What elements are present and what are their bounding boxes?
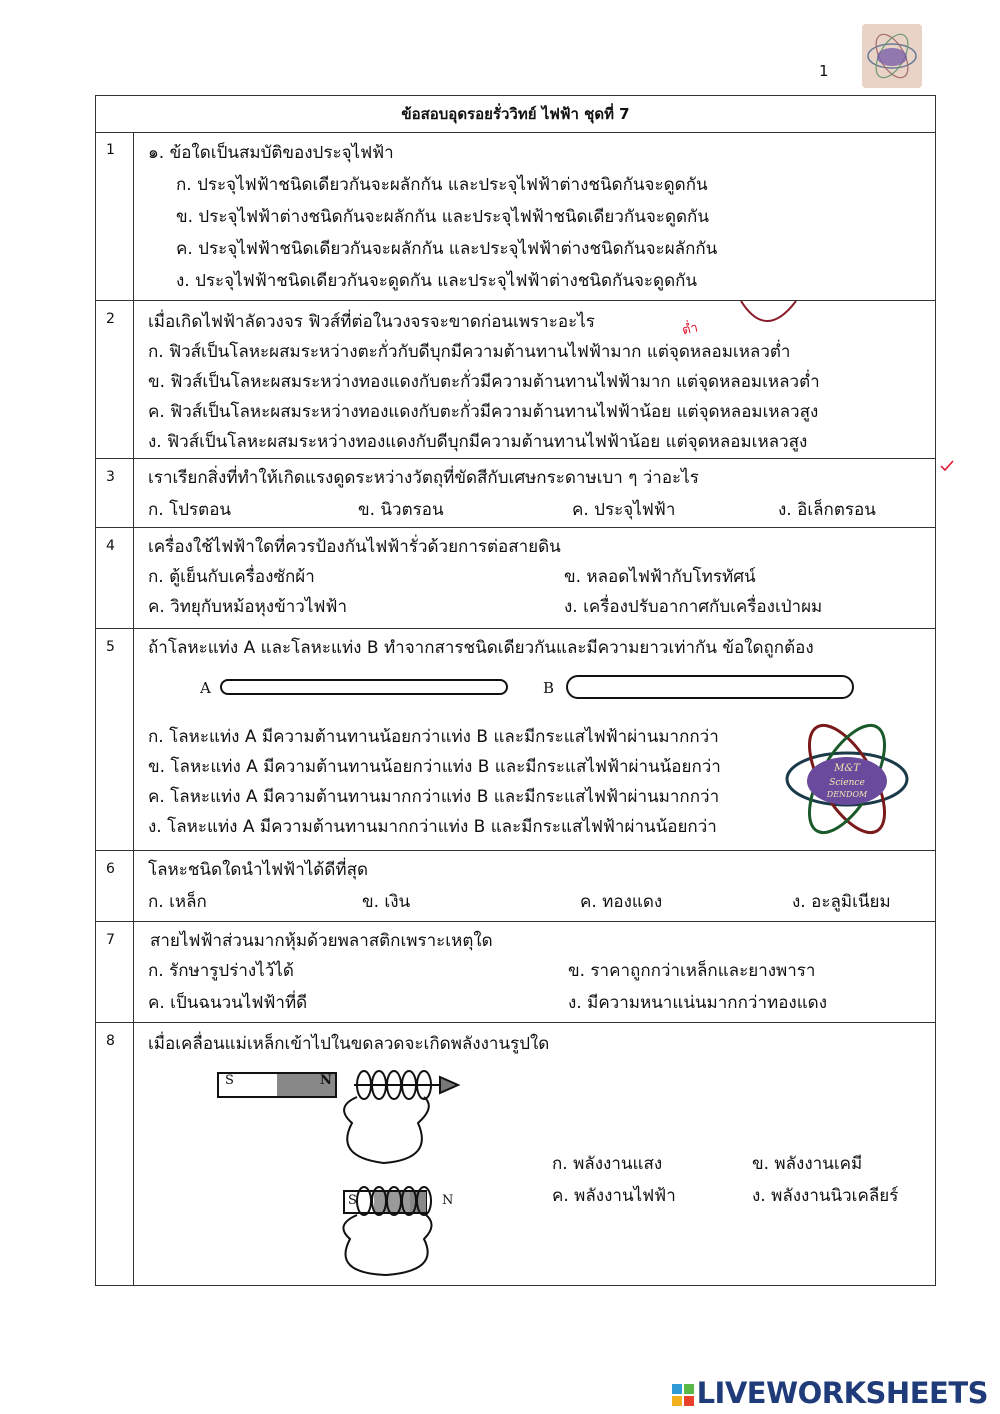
rod-b-label: B (543, 679, 555, 697)
option: ก. พลังงานแสง (552, 1154, 663, 1174)
logo-image (862, 24, 922, 88)
option: ข. นิวตรอน (358, 500, 444, 520)
handwritten-annotation: ต่ำ (680, 320, 700, 339)
logo-text: Science (829, 778, 865, 788)
exam-table (95, 95, 936, 1286)
watermark (672, 1376, 988, 1410)
option: ง. อะลูมิเนียม (792, 892, 891, 912)
question-text: เมื่อเคลื่อนแม่เหล็กเข้าไปในขดลวดจะเกิดพลังงานรูปใด (148, 1034, 550, 1054)
question-text: ถ้าโลหะแท่ง A และโลหะแท่ง B ทำจากสารชนิดเดียวกันและมีความยาวเท่ากัน ข้อใดถูกต้อง (148, 638, 814, 658)
magnet-coil-diagram (214, 1067, 464, 1277)
option: ง. โลหะแท่ง A มีความต้านทานมากกว่าแท่ง B และมีกระแสไฟฟ้าผ่านน้อยกว่า (148, 817, 717, 837)
option: ก. โลหะแท่ง A มีความต้านทานน้อยกว่าแท่ง B และมีกระแสไฟฟ้าผ่านมากกว่า (148, 727, 719, 747)
question-row (96, 629, 935, 851)
question-row (96, 851, 935, 922)
option: ข. ฟิวส์เป็นโลหะผสมระหว่างทองแดงกับตะกั่วมีความต้านทานไฟฟ้ามาก แต่จุดหลอมเหลวต่ำ (148, 372, 820, 392)
question-number: 6 (106, 861, 115, 877)
check-mark-icon (940, 460, 954, 472)
option: ง. พลังงานนิวเคลียร์ (752, 1186, 899, 1206)
option: ข. หลอดไฟฟ้ากับโทรทัศน์ (564, 567, 756, 587)
science-logo (780, 713, 914, 845)
decorative-curve (736, 301, 816, 331)
question-number: 4 (106, 538, 115, 554)
option: ง. มีความหนาแน่นมากกว่าทองแดง (568, 993, 828, 1013)
option: ก. ประจุไฟฟ้าชนิดเดียวกันจะผลักกัน และประจุไฟฟ้าต่างชนิดกันจะดูดกัน (176, 175, 708, 195)
option: ง. อิเล็กตรอน (778, 500, 876, 520)
question-row (96, 1023, 935, 1286)
option: ค. ประจุไฟฟ้า (572, 500, 676, 520)
option: ก. โปรตอน (148, 500, 232, 520)
option: ก. ฟิวส์เป็นโลหะผสมระหว่างตะกั่วกับดีบุกมีความต้านทานไฟฟ้ามาก แต่จุดหลอมเหลวต่ำ (148, 342, 791, 362)
question-number: 5 (106, 639, 115, 655)
question-row (96, 301, 935, 459)
magnet-south-label: S (348, 1193, 357, 1208)
option: ค. โลหะแท่ง A มีความต้านทานมากกว่าแท่ง B และมีกระแสไฟฟ้าผ่านมากกว่า (148, 787, 720, 807)
page-number: 1 (819, 62, 829, 80)
rod-a-label: A (200, 679, 211, 697)
option: ง. เครื่องปรับอากาศกับเครื่องเป่าผม (564, 597, 823, 617)
question-row (96, 922, 935, 1023)
option: ข. พลังงานเคมี (752, 1154, 863, 1174)
magnet-south-label: S (225, 1073, 234, 1088)
rod-a (220, 679, 508, 695)
rod-b (566, 675, 854, 699)
question-text: เมื่อเกิดไฟฟ้าลัดวงจร ฟิวส์ที่ต่อในวงจรจะขาดก่อนเพราะอะไร (148, 312, 595, 332)
question-number: 3 (106, 469, 115, 485)
option: ค. ฟิวส์เป็นโลหะผสมระหว่างทองแดงกับตะกั่วมีความต้านทานไฟฟ้าน้อย แต่จุดหลอมเหลวสูง (148, 402, 819, 422)
question-row (96, 132, 935, 301)
question-row (96, 528, 935, 629)
option: ง. ประจุไฟฟ้าชนิดเดียวกันจะดูดกัน และประจุไฟฟ้าต่างชนิดกันจะดูดกัน (176, 271, 698, 291)
logo-text: DENDOM (826, 790, 868, 799)
option: ก. รักษารูปร่างไว้ได้ (148, 961, 294, 981)
question-text: เครื่องใช้ไฟฟ้าใดที่ควรป้องกันไฟฟ้ารั่วด้วยการต่อสายดิน (148, 537, 561, 557)
logo-text: M&T (834, 763, 860, 774)
magnet-north-label: N (442, 1193, 454, 1208)
option: ข. ราคาถูกกว่าเหล็กและยางพารา (568, 961, 816, 981)
option: ค. ประจุไฟฟ้าชนิดเดียวกันจะผลักกัน และประจุไฟฟ้าต่างชนิดกันจะผลักกัน (176, 239, 718, 259)
question-text: สายไฟฟ้าส่วนมากหุ้มด้วยพลาสติกเพราะเหตุใด (150, 931, 493, 951)
question-text: เราเรียกสิ่งที่ทำให้เกิดแรงดูดระหว่างวัตถุที่ขัดสีกับเศษกระดาษเบา ๆ ว่าอะไร (148, 468, 699, 488)
option: ค. เป็นฉนวนไฟฟ้าที่ดี (148, 993, 308, 1013)
option: ข. โลหะแท่ง A มีความต้านทานน้อยกว่าแท่ง B และมีกระแสไฟฟ้าผ่านน้อยกว่า (148, 757, 721, 777)
question-text: ๑. ข้อใดเป็นสมบัติของประจุไฟฟ้า (148, 143, 394, 163)
option: ค. ทองแดง (580, 892, 663, 912)
question-number: 7 (106, 932, 115, 948)
option: ข. เงิน (362, 892, 411, 912)
option: ก. เหล็ก (148, 892, 207, 912)
option: ค. วิทยุกับหม้อหุงข้าวไฟฟ้า (148, 597, 347, 617)
option: ข. ประจุไฟฟ้าต่างชนิดกันจะผลักกัน และประจุไฟฟ้าชนิดเดียวกันจะดูดกัน (176, 207, 709, 227)
liveworksheets-grid-icon (672, 1384, 694, 1406)
question-row (96, 459, 935, 528)
question-number: 2 (106, 311, 115, 327)
question-number: 8 (106, 1033, 115, 1049)
question-number: 1 (106, 142, 115, 158)
exam-title: ข้อสอบอุดรอยรั่ววิทย์ ไฟฟ้า ชุดที่ 7 (96, 96, 935, 133)
option: ง. ฟิวส์เป็นโลหะผสมระหว่างทองแดงกับดีบุกมีความต้านทานไฟฟ้าน้อย แต่จุดหลอมเหลวสูง (148, 432, 808, 452)
magnet-north-label: N (320, 1073, 332, 1088)
question-text: โลหะชนิดใดนำไฟฟ้าได้ดีที่สุด (148, 860, 369, 880)
option: ก. ตู้เย็นกับเครื่องซักผ้า (148, 567, 315, 587)
option: ค. พลังงานไฟฟ้า (552, 1186, 676, 1206)
watermark-text: LIVEWORKSHEETS (696, 1376, 988, 1410)
